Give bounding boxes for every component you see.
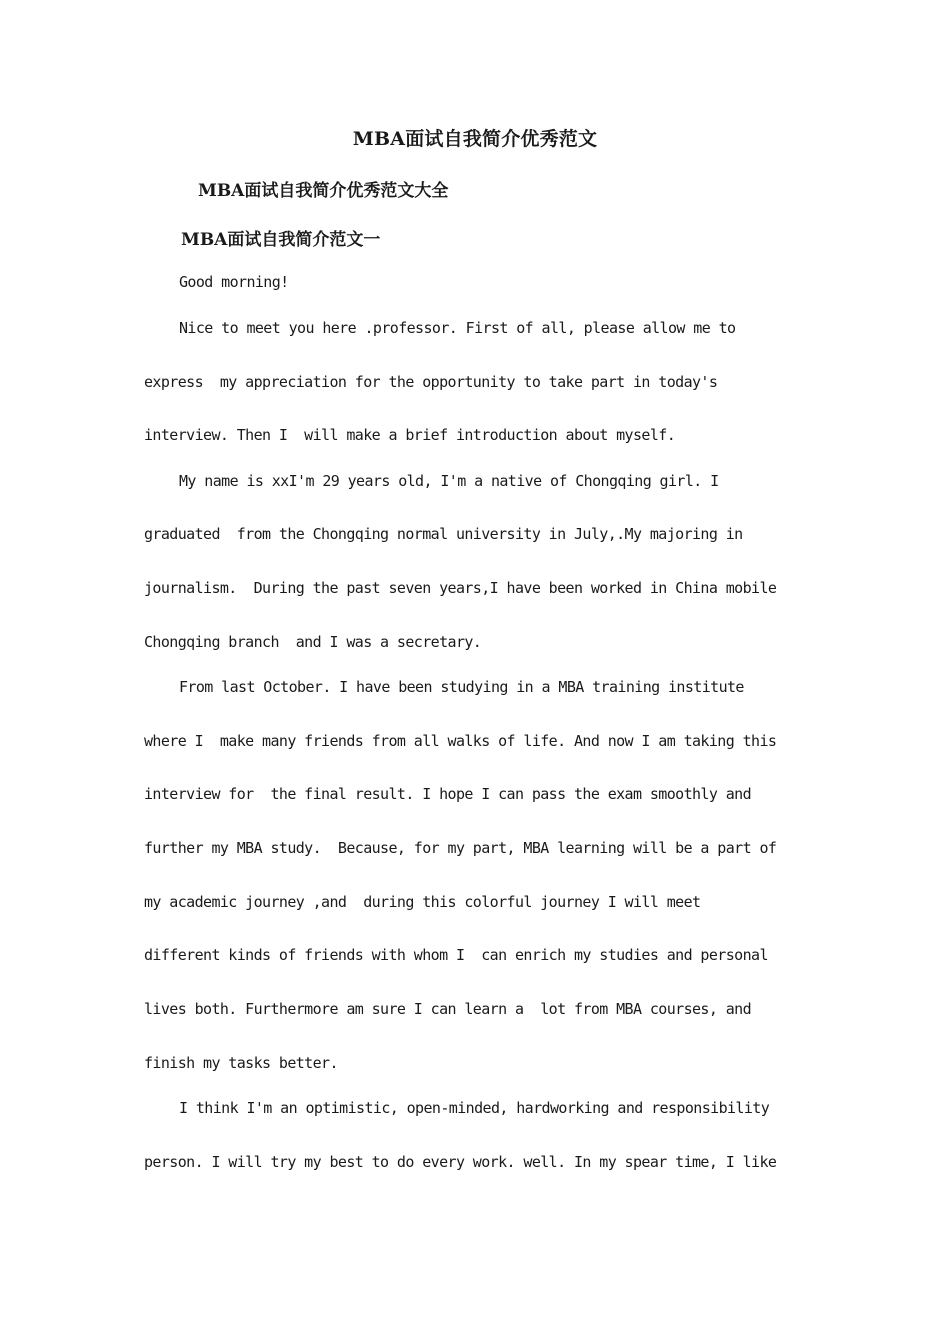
paragraph-line: where I make many friends from all walks of life. And now I am taking this <box>144 732 777 750</box>
document-title: MBA面试自我简介优秀范文 <box>352 128 598 150</box>
paragraph-line: From last October. I have been studying in a MBA training institute <box>179 678 744 696</box>
paragraph-line: finish my tasks better. <box>144 1054 338 1072</box>
greeting-line: Good morning! <box>179 273 289 291</box>
paragraph-line: express my appreciation for the opportunity to take part in today's <box>144 373 718 391</box>
paragraph-line: my academic journey ,and during this colorful journey I will meet <box>144 893 701 911</box>
paragraph-line: interview. Then I will make a brief introduction about myself. <box>144 426 676 444</box>
section-heading: MBA面试自我简介范文一 <box>181 230 381 250</box>
paragraph-line: interview for the final result. I hope I can pass the exam smoothly and <box>144 785 752 803</box>
paragraph-line: graduated from the Chongqing normal university in July,.My majoring in <box>144 525 743 543</box>
paragraph-line: lives both. Furthermore am sure I can learn a lot from MBA courses, and <box>144 1000 752 1018</box>
paragraph-line: Chongqing branch and I was a secretary. <box>144 633 482 651</box>
paragraph-line: journalism. During the past seven years,I have been worked in China mobile <box>144 579 777 597</box>
document-subtitle: MBA面试自我简介优秀范文大全 <box>198 181 449 201</box>
paragraph-line: different kinds of friends with whom I can enrich my studies and personal <box>144 946 768 964</box>
paragraph-line: further my MBA study. Because, for my part, MBA learning will be a part of <box>144 839 777 857</box>
paragraph-line: person. I will try my best to do every work. well. In my spear time, I like <box>144 1153 777 1171</box>
paragraph-line: Nice to meet you here .professor. First of all, please allow me to <box>179 319 736 337</box>
paragraph-line: I think I'm an optimistic, open-minded, hardworking and responsibility <box>179 1099 770 1117</box>
paragraph-line: My name is xxI'm 29 years old, I'm a native of Chongqing girl. I <box>179 472 719 490</box>
